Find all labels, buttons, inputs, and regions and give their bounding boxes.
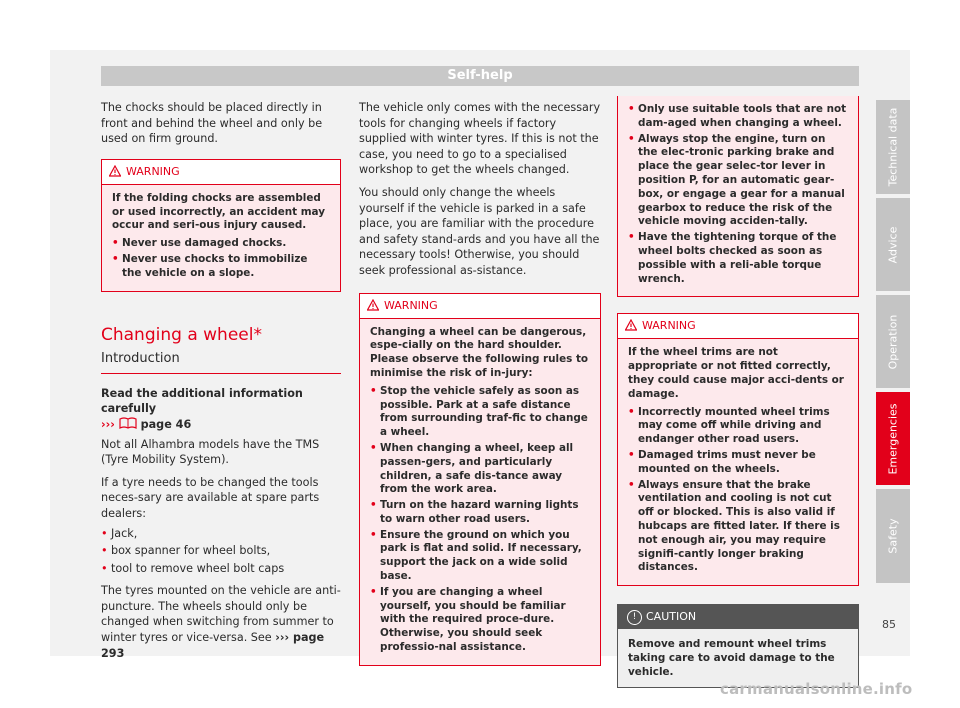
warning-text: If the folding chocks are assembled or used incorrectly, an accident may occur and seri-ous injury caused.	[112, 191, 326, 232]
column-1	[101, 100, 341, 668]
warning-header	[102, 160, 340, 185]
tool-item: • tool to remove wheel bolt caps	[101, 561, 285, 575]
section-title: Changing a wheel*	[101, 324, 262, 345]
warning-bullet: • Turn on the hazard warning lights to warn other road users.	[370, 499, 579, 525]
warning-triangle-icon	[109, 165, 121, 177]
caution-text: Remove and remount wheel trims taking care to avoid damage to the vehicle.	[628, 638, 835, 679]
watermark: carmanualsonline.info	[720, 680, 913, 698]
warning-bullet: • When changing a wheel, keep all passen-gers, and particularly children, a safe dis-tance away from the work area.	[370, 441, 574, 496]
paragraph: The tyres mounted on the vehicle are anti-puncture. The wheels should only be changed when switching from summer to winter tyres or vice-versa. See ››› page 293	[101, 584, 341, 660]
paragraph: The vehicle only comes with the necessary tools for changing wheels if factory supplied with winter tyres. If this is not the case, you need to go to a specialised workshop to get the wheels changed.	[359, 101, 601, 177]
book-icon	[119, 417, 137, 429]
warning-body	[360, 319, 600, 665]
tool-item: • box spanner for wheel bolts,	[101, 544, 271, 558]
warning-bullet: • Have the tightening torque of the wheel bolts checked as soon as possible with a reli-able torque wrench.	[628, 231, 837, 285]
warning-bullet: • Incorrectly mounted wheel trims may come off while driving and endanger other road users.	[628, 405, 830, 446]
warning-header	[618, 314, 858, 339]
section-header: Self-help	[101, 66, 859, 86]
warning-bullet: • Always ensure that the brake ventilation and cooling is not cut off or blocked. This is also valid if hubcaps are fitted later. If there is not enough air, you may require signifi-cantly longer braking distances.	[628, 478, 840, 574]
read-more-arrow[interactable]: ›››	[101, 417, 119, 431]
read-more-page-link[interactable]: page 46	[136, 417, 192, 431]
warning-triangle-icon	[625, 319, 637, 331]
subsection-title: Introduction	[101, 351, 341, 374]
intro-paragraph: The chocks should be placed directly in front and behind the wheel and only be used on firm ground.	[101, 101, 323, 146]
warning-label: WARNING	[384, 298, 438, 312]
column-3	[617, 96, 859, 688]
warning-bullet: • Only use suitable tools that are not dam-aged when changing a wheel.	[628, 103, 847, 129]
warning-bullet: • Never use chocks to immobilize the vehicle on a slope.	[112, 252, 308, 279]
warning-triangle-icon	[367, 299, 379, 311]
warning-bullet: • Ensure the ground on which you park is flat and solid. If necessary, support the jack on a wide solid base.	[370, 528, 582, 583]
warning-label: WARNING	[642, 319, 696, 333]
page-link[interactable]: ››› page 293	[101, 631, 325, 660]
tool-item: • Jack,	[101, 526, 138, 540]
warning-text: Changing a wheel can be dangerous, espe-cially on the hard shoulder. Please observe the following rules to minimise the risk of in-jury:	[370, 325, 589, 379]
caution-label: CAUTION	[646, 610, 697, 624]
tab-advice[interactable]: Advice	[876, 198, 910, 291]
warning-bullet: • Never use damaged chocks.	[112, 237, 287, 250]
warning-bullet: • Damaged trims must never be mounted on the wheels.	[628, 448, 816, 475]
column-2	[359, 100, 601, 666]
paragraph: You should only change the wheels yourself if the vehicle is parked in a safe place, you are familiar with the procedure and safety stand-ards and you have all the necessary tools! Otherwise, you should seek professional as-sistance.	[359, 185, 600, 277]
warning-box-continued	[617, 96, 859, 297]
tab-operation[interactable]: Operation	[876, 295, 910, 388]
paragraph: If a tyre needs to be changed the tools neces-sary are available at spare parts dealers:	[101, 475, 320, 520]
tab-safety[interactable]: Safety	[876, 489, 910, 583]
warning-bullet: • If you are changing a wheel yourself, you should be familiar with the required proce-dure. Otherwise, you should seek professio-nal assistance.	[370, 585, 566, 654]
warning-body	[618, 96, 858, 296]
tab-emergencies[interactable]: Emergencies	[876, 392, 910, 485]
warning-body	[618, 339, 858, 585]
tab-technical-data[interactable]: Technical data	[876, 100, 910, 194]
warning-box-changing	[359, 293, 601, 666]
warning-label: WARNING	[126, 164, 180, 178]
warning-body	[102, 185, 340, 291]
warning-header	[360, 294, 600, 319]
warning-bullet: • Stop the vehicle safely as soon as possible. Park at a safe distance from surrounding traf-fic to change a wheel.	[370, 384, 588, 439]
page-number: 85	[882, 618, 896, 631]
caution-box	[617, 604, 859, 688]
warning-text: If the wheel trims are not appropriate or not fitted correctly, they could cause major acci-dents or damage.	[628, 346, 844, 400]
warning-bullet: • Always stop the engine, turn on the elec-tronic parking brake and place the gear selec-tor lever in position P, for an automatic gear-box, or engage a gear for a manual gearbox to reduce the risk of the vehicle moving acciden-tally.	[628, 132, 845, 228]
caution-header	[618, 605, 858, 629]
read-more: Read the additional information carefully ››› page 46	[101, 386, 303, 431]
paragraph: Not all Alhambra models have the TMS (Tyre Mobility System).	[101, 437, 320, 467]
warning-box-chocks	[101, 159, 341, 292]
warning-box-trims	[617, 313, 859, 586]
caution-info-icon: !	[627, 610, 642, 625]
